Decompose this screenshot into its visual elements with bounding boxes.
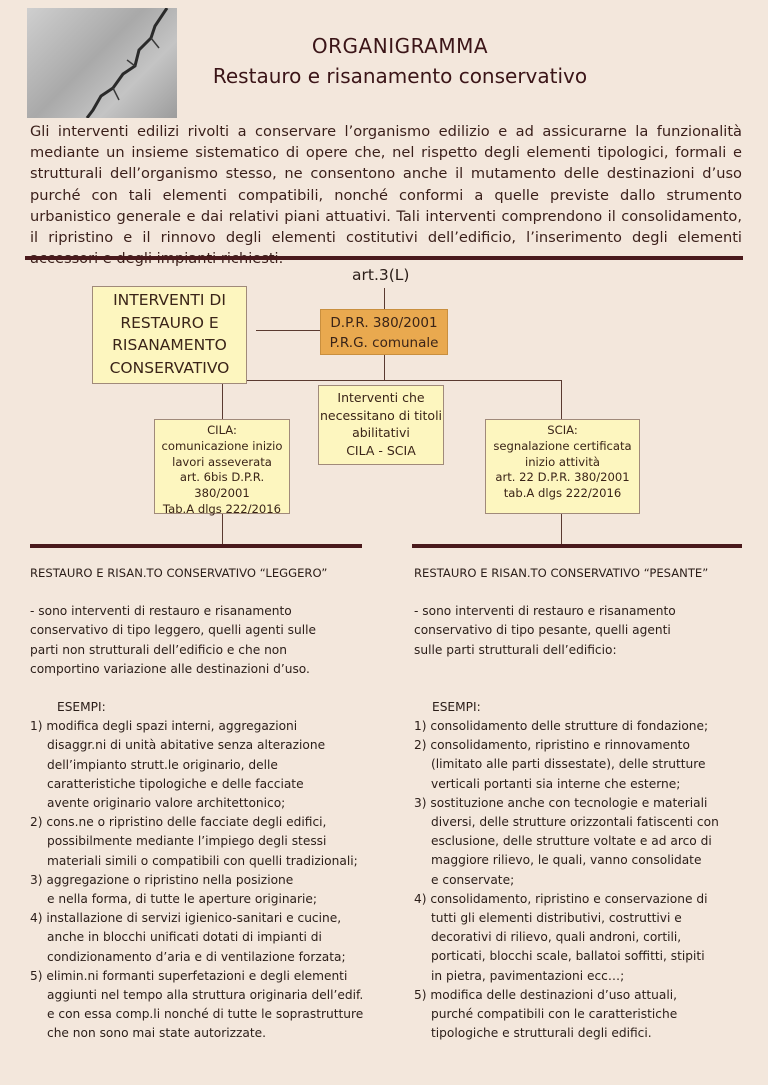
box-line: D.P.R. 380/2001: [330, 315, 438, 331]
example-item-line: (limitato alle parti dissestate), delle strutture: [431, 757, 706, 772]
example-item-line: in pietra, pavimentazioni ecc…;: [431, 968, 625, 983]
box-line: SCIA:: [547, 423, 578, 437]
box-line: INTERVENTI DI: [113, 291, 226, 309]
connector-scia-down: [561, 514, 562, 544]
connector-bus-to-cila: [222, 380, 223, 419]
examples-label: ESEMPI:: [432, 699, 481, 714]
page-subtitle: Restauro e risanamento conservativo: [212, 64, 588, 88]
connector-cila-down: [222, 514, 223, 544]
box-line: abilitativi: [352, 425, 410, 440]
example-item-line: avente originario valore architettonico;: [47, 796, 286, 811]
example-item-line: materiali simili o compatibili con quelli tradizionali;: [47, 853, 358, 868]
example-item-first-line: 1) consolidamento delle strutture di fondazione;: [414, 719, 709, 734]
desc-line: sulle parti strutturali dell’edificio:: [414, 642, 617, 657]
right-column-heading: RESTAURO E RISAN.TO CONSERVATIVO “PESANTE”: [414, 566, 709, 580]
example-item-line: maggiore rilievo, le quali, vanno consolidate: [431, 853, 702, 868]
left-column-divider: [30, 544, 362, 548]
example-item-first-line: 3) sostituzione anche con tecnologie e materiali: [414, 795, 708, 810]
connector-art-to-dpr: [384, 288, 385, 309]
box-line: comunicazione inizio: [161, 438, 283, 453]
dpr-box: [320, 309, 448, 355]
right-column: [414, 564, 754, 1043]
desc-line: parti non strutturali dell’edificio e che non: [30, 642, 287, 657]
connector-bus-to-scia: [561, 380, 562, 419]
desc-line: - sono interventi di restauro e risanamento: [414, 604, 676, 619]
scia-box: [485, 419, 640, 514]
crack-graphic: [27, 8, 177, 118]
box-line: inizio attività: [524, 454, 601, 469]
left-column-heading: RESTAURO E RISAN.TO CONSERVATIVO “LEGGERO”: [30, 566, 328, 580]
top-divider: [25, 256, 743, 260]
example-item-line: dell’impianto strutt.le originario, delle: [47, 757, 278, 772]
article-label: art.3(L): [352, 266, 410, 284]
example-item-line: porticati, blocchi scale, ballatoi soffitti, stipiti: [431, 949, 705, 964]
box-line: Interventi che: [337, 390, 425, 405]
example-item-first-line: 2) cons.ne o ripristino delle facciate degli edifici,: [30, 815, 327, 830]
intro-paragraph: [30, 121, 742, 269]
box-line: CILA - SCIA: [346, 442, 416, 458]
example-item-line: e conservate;: [431, 872, 515, 887]
box-line: P.R.G. comunale: [329, 335, 439, 351]
example-item-line: purché compatibili con le caratteristiche: [431, 1007, 678, 1022]
example-item-line: anche in blocchi unificati dotati di impianti di: [47, 930, 322, 945]
intro-line: elementi compatibili, nonché conformi a quelle previste dallo strumento urbanistico generale e dai: [30, 186, 742, 225]
example-item-line: condizionamento d’aria e di ventilazione forzata;: [47, 949, 346, 964]
example-item-line: verticali portanti sia interne che esterne;: [431, 776, 681, 791]
example-item-line: possibilmente mediante l’impiego degli stessi: [47, 834, 327, 849]
example-item-line: tipologiche e strutturali degli edifici.: [431, 1026, 652, 1041]
box-line: CONSERVATIVO: [109, 358, 230, 377]
example-item-line: tutti gli elementi distributivi, costruttivi e: [431, 911, 682, 926]
intro-line: relativi piani attuativi. Tali interventi comprendono il consolidamento, il ripristino e il rinnovo degli: [30, 207, 742, 247]
desc-line: comportino variazione alle destinazioni d’uso.: [30, 661, 310, 676]
intro-line: Gli interventi edilizi rivolti a conservare l’organismo edilizio e ad assicurarne la funzionalità mediante: [30, 123, 742, 162]
example-item-first-line: 1) modifica degli spazi interni, aggregazioni: [30, 719, 298, 734]
right-column-divider: [412, 544, 742, 548]
example-item-line: decorativi di rilievo, quali androni, cortili,: [431, 930, 682, 945]
examples-label: ESEMPI:: [57, 700, 106, 715]
intro-line: elementi costitutivi dell’edificio, l’inserimento degli elementi: [271, 229, 742, 247]
desc-line: conservativo di tipo leggero, quelli agenti sulle: [30, 623, 316, 638]
connector-main-to-dpr: [256, 330, 320, 331]
example-item-line: diversi, delle strutture orizzontali fatiscenti con: [431, 815, 719, 830]
desc-line: - sono interventi di restauro e risanamento: [30, 604, 292, 619]
example-item-line: disaggr.ni di unità abitative senza alterazione: [47, 738, 326, 753]
page-title: ORGANIGRAMMA: [311, 34, 489, 58]
left-column: [30, 564, 390, 1044]
example-item-line: e con essa comp.li nonché di tutte le soprastrutture: [47, 1007, 364, 1022]
box-line: art. 22 D.P.R. 380/2001: [495, 470, 630, 485]
box-line: lavori asseverata: [172, 454, 272, 469]
box-line: segnalazione certificata: [493, 438, 632, 453]
connector-bus: [222, 380, 561, 381]
box-line: art. 6bis D.P.R. 380/2001: [179, 470, 265, 501]
intro-line: un insieme sistematico di opere che, nel rispetto degli elementi tipologici, formali e strutturali: [30, 144, 743, 183]
box-line: tab.A dlgs 222/2016: [503, 486, 622, 501]
box-line: RESTAURO E: [120, 313, 219, 332]
example-item-first-line: 4) consolidamento, ripristino e conservazione di: [414, 891, 708, 906]
example-item-first-line: 4) installazione di servizi igienico-sanitari e cucine,: [30, 911, 342, 926]
intro-line: dell’organismo stesso, ne consentono anche il mutamento delle destinazioni d’uso purché con tali: [30, 165, 742, 204]
cila-box: [154, 419, 290, 514]
example-item-line: che non sono mai state autorizzate.: [47, 1026, 267, 1041]
main-intervention-box: [92, 286, 247, 384]
titles-box: [318, 385, 444, 465]
example-item-line: aggiunti nel tempo alla struttura originaria dell’edif.: [47, 988, 364, 1003]
example-item-first-line: 5) modifica delle destinazioni d’uso attuali,: [414, 987, 677, 1002]
example-item-line: esclusione, delle strutture voltate e ad arco di: [431, 834, 712, 849]
box-line: necessitano di titoli: [319, 407, 443, 423]
desc-line: conservativo di tipo pesante, quelli agenti: [414, 623, 671, 638]
example-item-first-line: 3) aggregazione o ripristino nella posizione: [30, 872, 294, 887]
box-line: CILA:: [207, 423, 237, 437]
box-line: RISANAMENTO: [112, 336, 227, 354]
cracked-wall-photo: [27, 8, 177, 118]
example-item-line: caratteristiche tipologiche e delle facciate: [47, 776, 304, 791]
example-item-line: e nella forma, di tutte le aperture originarie;: [47, 892, 318, 907]
box-line: Tab.A dlgs 222/2016: [162, 501, 282, 516]
connector-dpr-to-bus: [384, 355, 385, 380]
example-item-first-line: 5) elimin.ni formanti superfetazioni e degli elementi: [30, 968, 348, 983]
example-item-first-line: 2) consolidamento, ripristino e rinnovamento: [414, 738, 690, 753]
